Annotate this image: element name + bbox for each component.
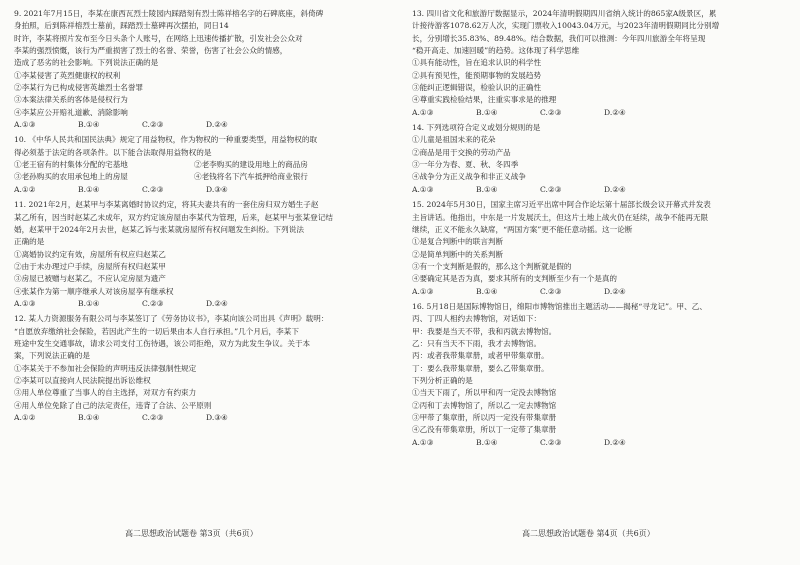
choice-a: A.①③: [14, 120, 36, 130]
choice-d: D.③④: [206, 413, 228, 422]
option-item: ②商品是用于交换的劳动产品: [412, 147, 511, 157]
choice-d: D.②④: [604, 184, 626, 194]
choice-c: C.②③: [540, 107, 562, 117]
choice-c: C.②③: [142, 184, 164, 194]
option-item: ①李某侵害了英烈健康权的权利: [14, 70, 121, 80]
question-line: 案，下列说法正确的是: [14, 351, 90, 361]
choice-d: D.②④: [604, 107, 626, 117]
choice-c: C.②③: [142, 413, 164, 422]
answer-choices: [14, 119, 388, 131]
question-line: 长，分别增长35.83%、89.48%。结合数据，我们可以推测：今年四川旅游全年将呈现: [412, 33, 706, 43]
dialog-line: 下列分析正确的是: [412, 375, 473, 385]
question-line: 计接待游客1078.62万人次，实现门票收入10043.04万元，与2023年清明假期同比分别增: [412, 21, 720, 31]
question-9: [14, 8, 388, 131]
option-item: ④老钱将名下汽车抵押给商业银行: [194, 172, 308, 182]
question-line: 得必须基于法定的各项条件。以下能合法取得用益物权的是: [14, 147, 212, 157]
choice-b: B.①④: [476, 107, 498, 117]
question-13: [412, 8, 788, 119]
option-item: ②具有预见性，能预期事物的发展趋势: [412, 70, 542, 80]
option-item: ①李某关于不参加社会保险的声明违反法律强制性规定: [14, 363, 197, 373]
choice-a: A.①②: [14, 413, 36, 422]
dialog-line: 丁：要么我带集章册，要么乙带集章册。: [412, 363, 549, 373]
question-line: 正确的是: [14, 237, 45, 247]
option-item: ③一年分为春、夏、秋、冬四季: [412, 160, 519, 170]
answer-choices: [14, 298, 388, 310]
option-item: ②丙和丁去博物馆了，所以乙一定去博物馆: [412, 400, 557, 410]
option-item: ③老孙购买的农用承包地上的房屋: [14, 172, 128, 182]
choice-c: C.②③: [142, 120, 164, 130]
choice-c: C.②③: [540, 437, 562, 447]
option-item: ②李某行为已构成侵害英雄烈士名誉罪: [14, 83, 144, 93]
page-footer-right: 高二思想政治试题卷 第4页（共6页）: [522, 529, 655, 538]
option-item: ②是简单判断中的关系判断: [412, 249, 504, 259]
choice-b: B.①④: [78, 120, 100, 130]
choice-d: D.②④: [604, 286, 626, 296]
question-line: 时许，李某将照片发布至今日头条个人账号，在网络上迅速传播扩散，引发社会公众对: [14, 33, 303, 43]
question-line: 11. 2021年2月，赵某甲与李某离婚时协议约定，将其夫妻共有的一套住房归双方婚生子赵: [14, 200, 319, 210]
question-line: 造成了恶劣的社会影响。下列说法正确的是: [14, 58, 159, 68]
choice-a: A.①③: [412, 184, 434, 194]
dialog-line: 丙：或者我带集章册，或者甲带集章册。: [412, 351, 549, 361]
option-row: [14, 171, 388, 183]
question-line: 丙、丁四人相约去博物馆，对话如下：: [412, 314, 542, 324]
choice-a: A.①③: [412, 437, 434, 447]
dialog-line: 乙：只有当天不下雨，我才去博物馆。: [412, 338, 542, 348]
option-item: ①是复合判断中的联言判断: [412, 237, 504, 247]
page-footer-left: 高二思想政治试题卷 第3页（共6页）: [125, 529, 258, 538]
choice-b: B.①④: [476, 437, 498, 447]
question-line: 身拍照，后到陈祥榕烈士墓前，踩踏烈士墓碑再次摆拍，同日14: [14, 21, 229, 31]
option-item: ③本案法律关系的客体是侵权行为: [14, 95, 128, 105]
dialog-line: 甲：我要是当天不带，我和丙就去博物馆。: [412, 326, 557, 336]
option-item: ②老李购买的建设用地上的商品房: [194, 160, 308, 170]
choice-c: C.②③: [142, 298, 164, 308]
option-item: ③有一个支判断是假的，那么这个判断就是假的: [412, 261, 572, 271]
answer-choices: [412, 107, 788, 119]
option-item: ④乙没有带集章册，所以丁一定带了集章册: [412, 425, 557, 435]
question-line: 主旨讲话。他指出，中东是一片发展沃土，但这片土地上战火仍在延续，战争不能再无限: [412, 212, 709, 222]
option-row: [14, 159, 388, 171]
option-item: ①离婚协议约定有效，房屋所有权应归赵某乙: [14, 249, 166, 259]
choice-d: D.②④: [604, 437, 626, 447]
choice-d: D.②④: [206, 120, 228, 130]
question-line: 某乙所有，因当时赵某乙未成年，双方约定该房屋由李某代为管理，后来，赵某甲与张某登记结: [14, 212, 333, 222]
answer-choices: [14, 184, 388, 196]
choice-d: D.②④: [206, 298, 228, 308]
option-item: ②李某可以直接向人民法院提出诉讼维权: [14, 375, 151, 385]
choice-a: A.①③: [14, 298, 36, 308]
option-item: ①具有能动性，旨在追求认识的科学性: [412, 58, 542, 68]
option-item: ③能纠正逻辑错误，检验认识的正确性: [412, 83, 542, 93]
question-line: “稳开高走、加速回暖”的趋势。这体现了科学思维: [412, 46, 580, 56]
option-item: ①当天下雨了，所以甲和丙一定没去博物馆: [412, 388, 557, 398]
choice-c: C.②③: [540, 286, 562, 296]
question-line: 班途中发生交通事故，请求公司支付工伤待遇，该公司拒绝，双方为此发生争议。关于本: [14, 338, 311, 348]
question-line: 13. 四川省文化和旅游厅数据显示，2024年清明假期四川省纳入统计的865家A级景区，累: [412, 9, 717, 18]
question-15: [412, 199, 788, 298]
option-item: ④战争分为正义战争和非正义战争: [412, 172, 526, 182]
question-11: [14, 199, 388, 310]
choice-a: A.①③: [412, 286, 434, 296]
question-line: 继续，正义不能永久缺席，“两国方案”更不能任意动摇。这一论断: [412, 224, 633, 234]
question-line: 14. 下列选项符合定义或划分规则的是: [412, 123, 541, 133]
choice-c: C.②③: [540, 184, 562, 194]
option-item: ④张某作为第一顺序继承人对该房屋享有继承权: [14, 286, 174, 296]
option-item: ③房屋已被赠与赵某乙，不应认定房屋为遗产: [14, 274, 166, 284]
answer-choices: [412, 184, 788, 196]
question-16: [412, 301, 788, 449]
question-line: “自愿放弃缴纳社会保险，若因此产生的一切后果由本人自行承担。”几个月后，李某下: [14, 326, 299, 336]
choice-a: A.①②: [14, 184, 36, 194]
option-item: ③用人单位尊重了当事人的自主选择，对双方有约束力: [14, 388, 197, 398]
question-line: 婚，赵某甲于2024年2月去世，赵某乙诉与张某就房屋所有权问题发生纠纷。下列说法: [14, 224, 304, 234]
choice-d: D.③④: [206, 184, 228, 194]
choice-b: B.①④: [476, 184, 498, 194]
answer-choices: [412, 437, 788, 449]
option-item: ④李某应公开赔礼道歉、消除影响: [14, 107, 128, 117]
question-line: 9. 2021年7月15日，李某在康西瓦烈士陵园内踩踏刻有烈士陈祥榕名字的石碑底座，斜倚碑: [14, 9, 324, 18]
question-14: [412, 122, 788, 196]
choice-a: A.①③: [412, 107, 434, 117]
choice-b: B.①④: [78, 413, 100, 422]
question-line: 10. 《中华人民共和国民法典》规定了用益物权，作为物权的一种重要类型，用益物权的取: [14, 135, 318, 145]
question-line: 16. 5月18日是国际博物馆日，绵阳市博物馆推出主题活动——揭秘“寻龙记”。甲、乙、: [412, 301, 707, 311]
choice-b: B.①④: [78, 298, 100, 308]
question-line: 12. 某人力资源服务有限公司与李某签订了《劳务协议书》，李某向该公司出具《声明》载明：: [14, 314, 329, 324]
option-item: ③甲带了集章册，所以丙一定没有带集章册: [412, 413, 557, 422]
question-12: [14, 313, 388, 424]
left-page: [14, 8, 388, 424]
answer-choices: [14, 412, 388, 424]
choice-b: B.①④: [476, 286, 498, 296]
answer-choices: [412, 286, 788, 298]
option-item: ④要确定其是否为真，要求其所有的支判断至少有一个是真的: [412, 274, 618, 284]
right-page: [412, 8, 788, 449]
choice-b: B.①④: [78, 184, 100, 194]
option-item: ④用人单位免除了自己的法定责任，违背了合法、公平原则: [14, 400, 212, 410]
option-item: ①老王宿有的村集体分配的宅基地: [14, 160, 128, 170]
option-item: ②由于未办理过户手续，房屋所有权归赵某甲: [14, 261, 166, 271]
question-10: [14, 134, 388, 196]
question-line: 李某的强烈愤慨，该行为严重损害了烈士的名誉、荣誉，伤害了社会公众的情感，: [14, 46, 288, 56]
option-item: ①儿童是祖国未来的花朵: [412, 135, 496, 145]
question-line: 15. 2024年5月30日，国家主席习近平出席中阿合作论坛第十届部长级会议开幕式并发表: [412, 200, 711, 210]
option-item: ④尊重实践检验结果，注重实事求是的推理: [412, 95, 557, 105]
